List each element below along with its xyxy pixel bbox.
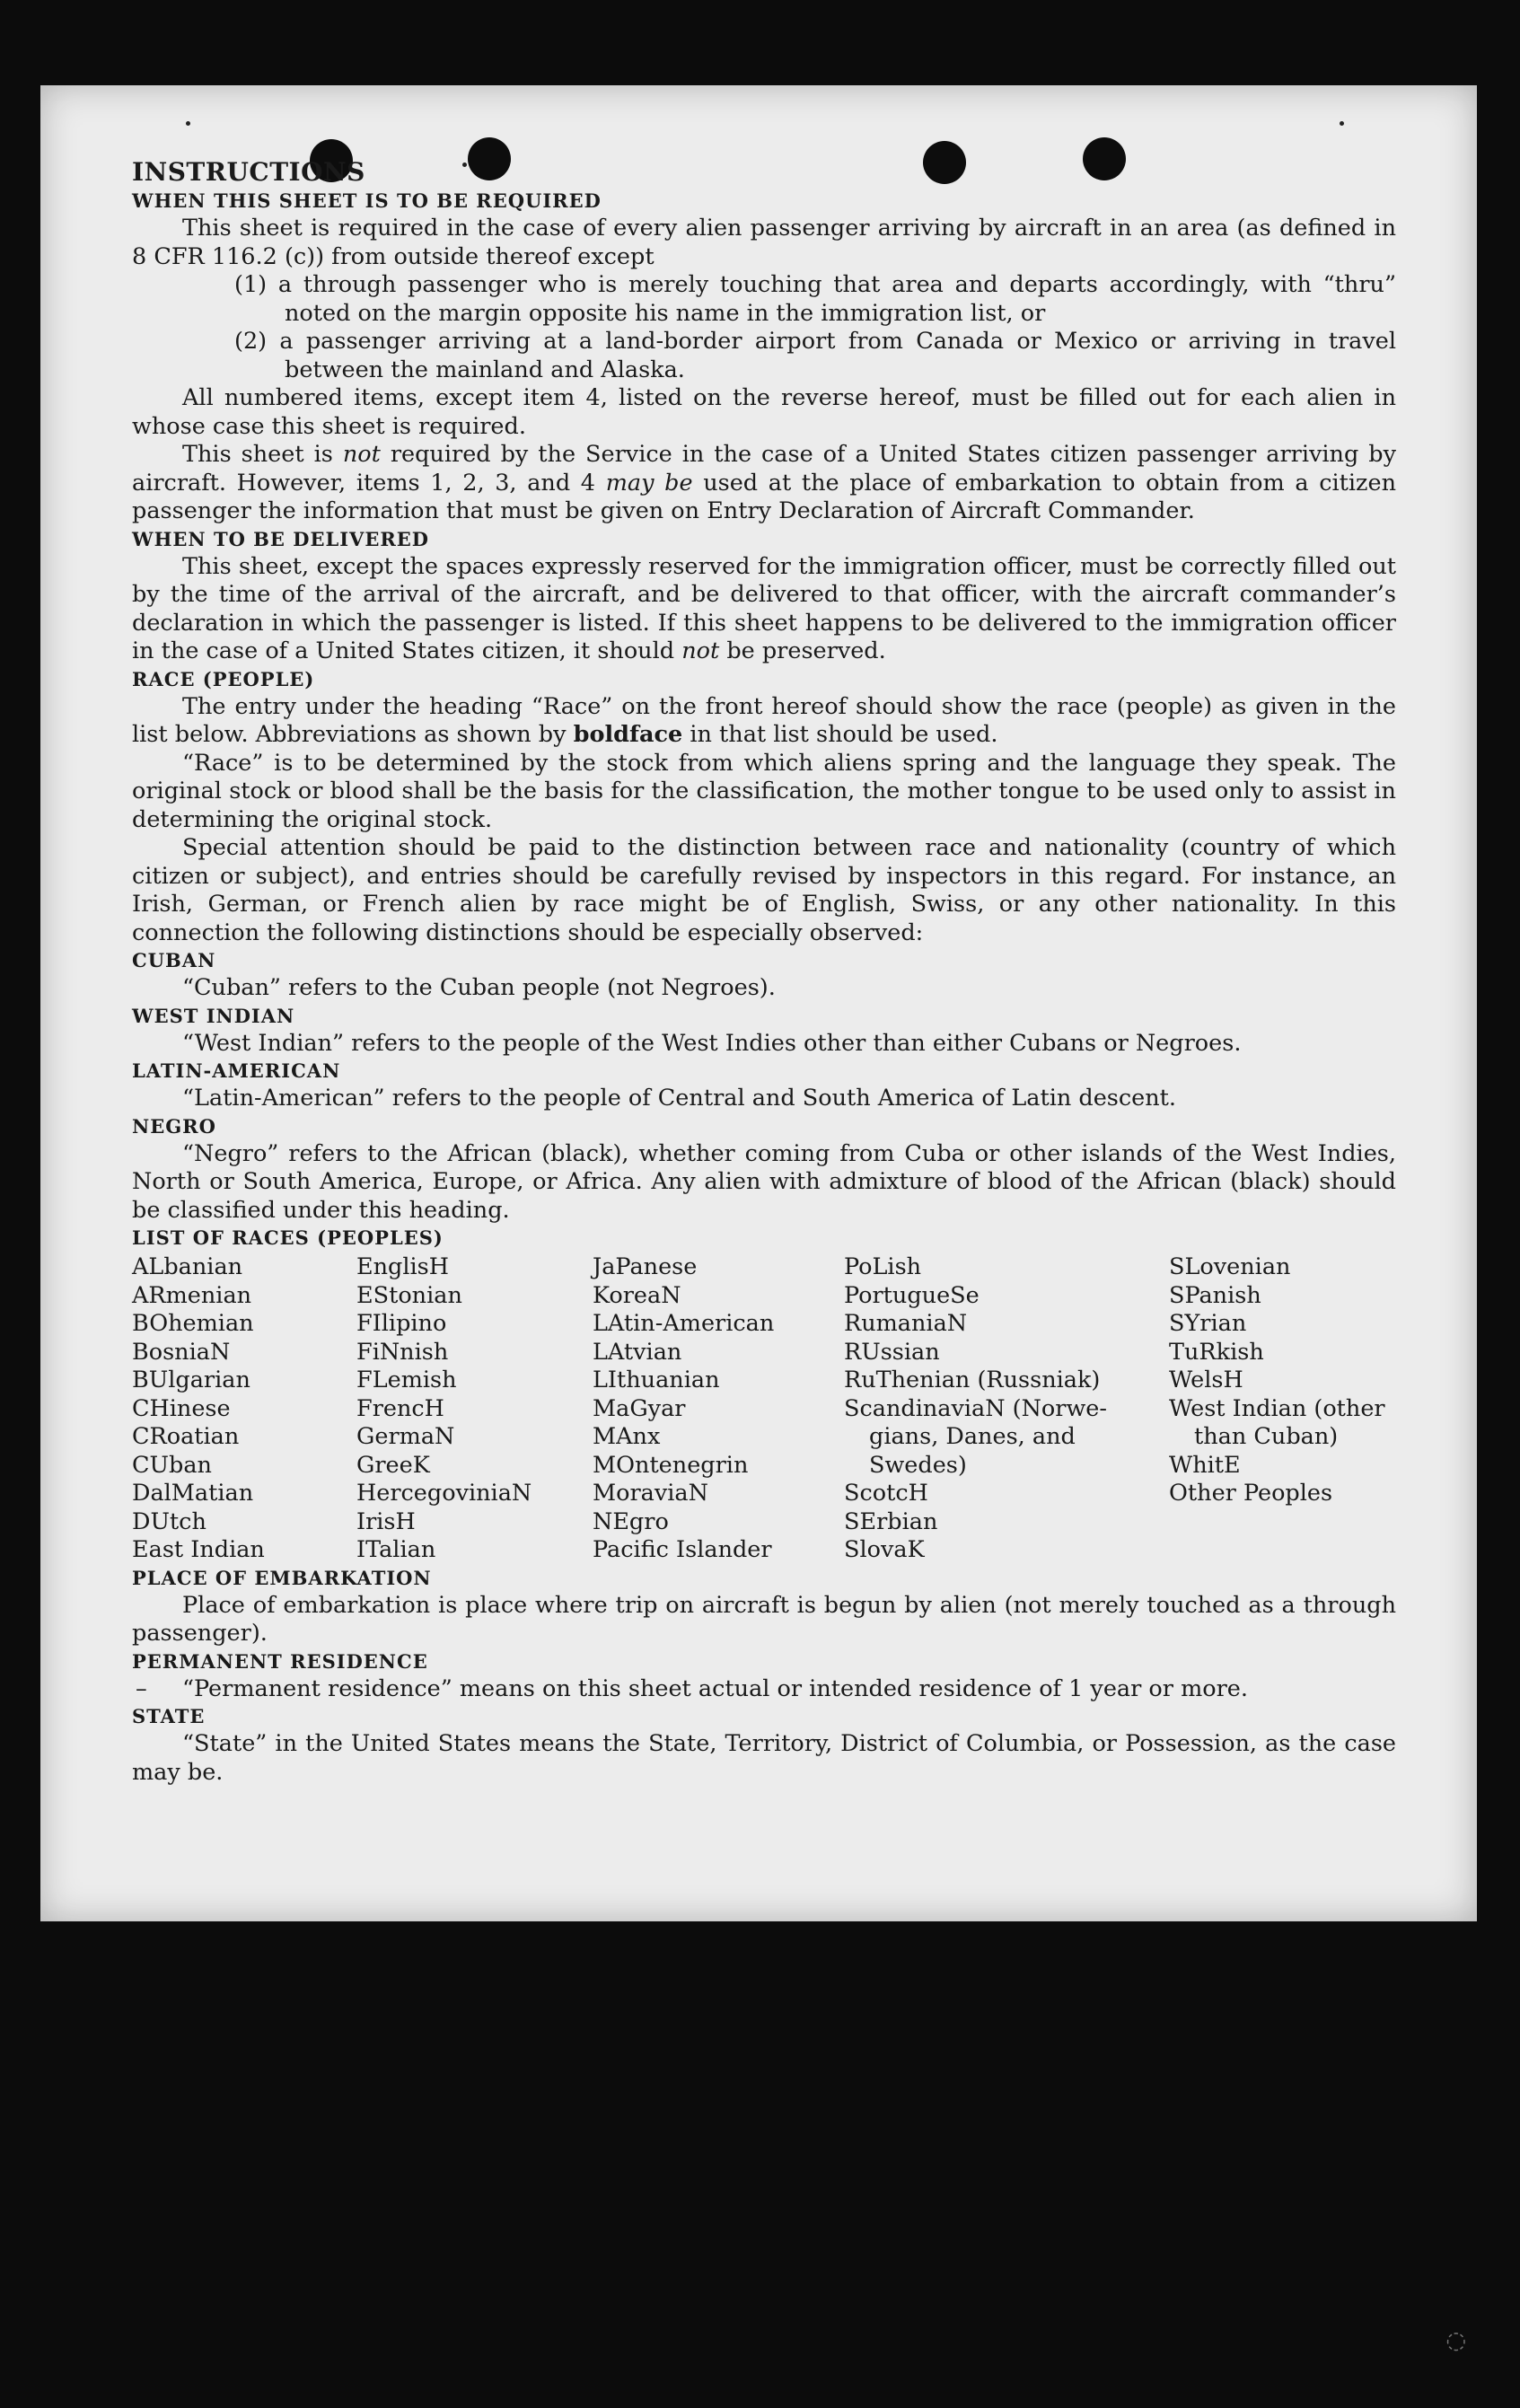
heading-when-required: WHEN THIS SHEET IS TO BE REQUIRED bbox=[132, 189, 602, 212]
race-entry: NEgro bbox=[593, 1507, 669, 1535]
race-entry: BOhemian bbox=[132, 1310, 254, 1337]
heading-when-delivered: WHEN TO BE DELIVERED bbox=[132, 527, 430, 550]
paragraph-embarkation: Place of embarkation is place where trip on aircraft is begun by alien (not merely touched as a through passenger). bbox=[132, 1591, 1396, 1647]
document-sheet bbox=[40, 85, 1477, 1921]
race-entry: FiNnish bbox=[356, 1338, 449, 1366]
speck bbox=[186, 121, 190, 126]
race-entry: EnglisH bbox=[356, 1253, 449, 1280]
paragraph-exception-1: (1) a through passenger who is merely touching that area and departs accordingly, with “thru” noted on the margin opposite his name in the immigration list, or bbox=[234, 271, 1396, 327]
paragraph-not-required bbox=[132, 441, 1396, 526]
race-entry: SErbian bbox=[844, 1507, 938, 1535]
paragraph-delivered bbox=[132, 553, 1396, 666]
heading-negro: NEGRO bbox=[132, 1114, 216, 1138]
race-column-3 bbox=[593, 1253, 844, 1565]
race-entry: than Cuban) bbox=[1194, 1423, 1339, 1450]
corner-ring-icon: ◌ bbox=[1445, 2327, 1466, 2354]
text-run: be preserved. bbox=[719, 637, 886, 664]
race-entry: Swedes) bbox=[869, 1451, 967, 1479]
paragraph-required-intro: This sheet is required in the case of every alien passenger arriving by aircraft in an area (as defined in 8 CFR 116.2 (c)) from outside thereof except bbox=[132, 215, 1396, 270]
race-entry: SYrian bbox=[1169, 1310, 1247, 1337]
text-run: used at the place of embarkation to obtain from a citizen passenger the information that must be given on Entry Declaration of Aircraft Commander. bbox=[132, 469, 1397, 524]
race-entry: KoreaN bbox=[593, 1281, 681, 1309]
race-entry: RUssian bbox=[844, 1338, 940, 1366]
text-run: The entry under the heading “Race” on the front hereof should show the race (people) as given in the list below. Abbreviations as shown by bbox=[132, 692, 1396, 748]
race-entry: gians, Danes, and bbox=[869, 1423, 1076, 1450]
race-entry: FLemish bbox=[356, 1367, 457, 1393]
paragraph-race-entry bbox=[132, 693, 1396, 750]
race-entry: MoraviaN bbox=[593, 1480, 708, 1507]
race-entry: TuRkish bbox=[1169, 1338, 1264, 1366]
race-column-2 bbox=[356, 1253, 593, 1565]
race-entry: FIlipino bbox=[356, 1310, 447, 1337]
race-entry: SPanish bbox=[1169, 1281, 1261, 1309]
race-entry: East Indian bbox=[132, 1536, 265, 1563]
paragraph-latin-american: “Latin-American” refers to the people of Central and South America of Latin descent. bbox=[182, 1085, 1177, 1112]
race-entry: LAtin-American bbox=[593, 1310, 775, 1337]
race-entry: ALbanian bbox=[132, 1253, 243, 1280]
text-run: This sheet is bbox=[182, 441, 343, 468]
heading-list-of-races: LIST OF RACES (PEOPLES) bbox=[132, 1226, 444, 1249]
race-column-5 bbox=[1169, 1253, 1396, 1565]
paragraph-exception-2: (2) a passenger arriving at a land-border airport from Canada or Mexico or arriving in travel between the mainland and Alaska. bbox=[234, 328, 1396, 383]
heading-latin-american: LATIN-AMERICAN bbox=[132, 1059, 341, 1082]
race-entry: DUtch bbox=[132, 1507, 206, 1535]
bold-boldface: boldface bbox=[573, 721, 683, 748]
heading-west-indian: WEST INDIAN bbox=[132, 1004, 295, 1027]
text-run: “Permanent residence” means on this sheet actual or intended residence of 1 year or more. bbox=[182, 1674, 1248, 1702]
heading-place-of-embarkation: PLACE OF EMBARKATION bbox=[132, 1566, 432, 1589]
paragraph-numbered-items: All numbered items, except item 4, listed on the reverse hereof, must be filled out for each alien in whose case this sheet is required. bbox=[132, 384, 1396, 440]
race-entry: CHinese bbox=[132, 1394, 231, 1422]
race-entry: Pacific Islander bbox=[593, 1536, 772, 1563]
race-entry: BosniaN bbox=[132, 1338, 231, 1366]
italic-may-be: may be bbox=[605, 469, 693, 497]
race-entry: ScandinaviaN (Norwe- bbox=[844, 1394, 1108, 1422]
race-column-4 bbox=[844, 1253, 1169, 1565]
race-entry: IrisH bbox=[356, 1507, 416, 1535]
paragraph-negro: “Negro” refers to the African (black), whether coming from Cuba or other islands of the West Indies, North or South America, Europe, or Africa. Any alien with admixture of blood of the African (black) should be classified under this heading. bbox=[132, 1139, 1396, 1224]
paragraph-residence bbox=[132, 1675, 1396, 1704]
race-entry: RuThenian (Russniak) bbox=[844, 1367, 1101, 1393]
race-entry: ScotcH bbox=[844, 1480, 928, 1507]
race-entry: ITalian bbox=[356, 1536, 436, 1563]
race-entry: BUlgarian bbox=[132, 1367, 250, 1393]
paragraph-cuban: “Cuban” refers to the Cuban people (not Negroes). bbox=[182, 974, 776, 1001]
text-run: This sheet, except the spaces expressly reserved for the immigration officer, must be correctly filled out by the time of the arrival of the aircraft, and be delivered to that officer, with the aircraft commander’s declaration in which the passenger is listed. If this sheet happens to be delivered to the immigration officer in the case of a United States citizen, it should bbox=[132, 552, 1396, 664]
race-entry: RumaniaN bbox=[844, 1310, 968, 1337]
race-entry: FrencH bbox=[356, 1394, 444, 1422]
race-entry: ARmenian bbox=[132, 1281, 252, 1309]
race-entry: SLovenian bbox=[1169, 1253, 1291, 1280]
race-entry: EStonian bbox=[356, 1281, 462, 1309]
heading-cuban: CUBAN bbox=[132, 949, 216, 971]
race-entry: WhitE bbox=[1169, 1451, 1241, 1479]
race-entry: DalMatian bbox=[132, 1480, 254, 1507]
paragraph-west-indian: “West Indian” refers to the people of the West Indies other than either Cubans or Negroes. bbox=[182, 1029, 1242, 1057]
race-entry: JaPanese bbox=[593, 1253, 698, 1280]
race-entry: GreeK bbox=[356, 1451, 430, 1479]
text-run: required by the Service in the case of a United States citizen passenger arriving by aircraft. However, items 1, 2, 3, and 4 bbox=[132, 441, 1397, 497]
race-entry: PoLish bbox=[844, 1253, 922, 1280]
speck bbox=[1340, 121, 1344, 126]
instructions-body bbox=[132, 157, 1396, 1787]
race-entry: CUban bbox=[132, 1451, 212, 1479]
race-entry: SlovaK bbox=[844, 1536, 925, 1563]
paragraph-race-nationality: Special attention should be paid to the distinction between race and nationality (country of which citizen or subject), and entries should be carefully revised by inspectors in this regard. For instance, an Irish, German, or French alien by race might be of English, Swiss, or any other nationality. In this connection the following distinctions should be especially observed: bbox=[132, 834, 1396, 946]
race-entry: PortugueSe bbox=[844, 1281, 980, 1309]
race-entry: Other Peoples bbox=[1169, 1480, 1333, 1507]
race-entry: West Indian (other bbox=[1169, 1394, 1385, 1422]
paragraph-race-stock: “Race” is to be determined by the stock from which aliens spring and the language they speak. The original stock or blood shall be the basis for the classification, the mother tongue to be used only to assist in determining the original stock. bbox=[132, 749, 1396, 833]
heading-race: RACE (PEOPLE) bbox=[132, 667, 315, 690]
race-entry: MAnx bbox=[593, 1423, 661, 1450]
race-entry: GermaN bbox=[356, 1423, 455, 1450]
heading-permanent-residence: PERMANENT RESIDENCE bbox=[132, 1649, 428, 1673]
italic-not: not bbox=[681, 637, 720, 664]
race-entry: MOntenegrin bbox=[593, 1451, 749, 1479]
race-entry: MaGyar bbox=[593, 1394, 686, 1422]
race-entry: LAtvian bbox=[593, 1338, 682, 1366]
race-column-1 bbox=[132, 1253, 356, 1565]
margin-dash-icon: – bbox=[136, 1674, 147, 1702]
heading-state: STATE bbox=[132, 1705, 206, 1727]
page-title: INSTRUCTIONS bbox=[132, 157, 365, 187]
text-run: in that list should be used. bbox=[682, 721, 998, 748]
race-entry: WelsH bbox=[1169, 1367, 1243, 1393]
paragraph-state: “State” in the United States means the State, Territory, District of Columbia, or Possession, as the case may be. bbox=[132, 1730, 1396, 1786]
race-entry: HercegoviniaN bbox=[356, 1480, 532, 1507]
race-entry: CRoatian bbox=[132, 1423, 240, 1450]
race-entry: LIthuanian bbox=[593, 1367, 720, 1393]
race-list bbox=[132, 1253, 1396, 1565]
italic-not: not bbox=[342, 441, 381, 468]
